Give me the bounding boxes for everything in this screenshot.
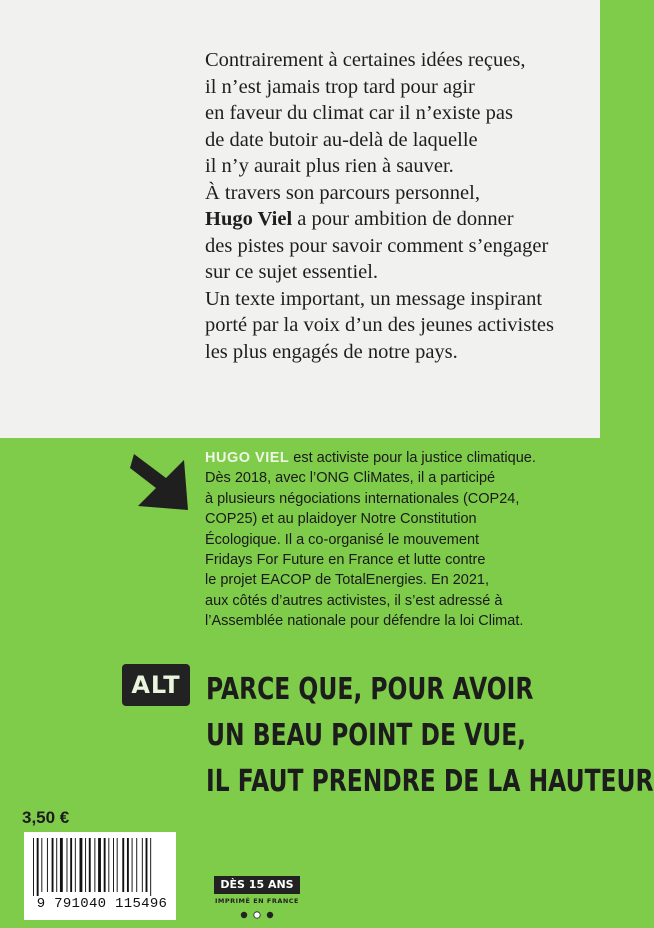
barcode-number: 9 791040 115496: [36, 896, 168, 912]
age-rating-badge: DÈS 15 ANS: [214, 876, 300, 894]
barcode-bar: [37, 838, 39, 896]
barcode-block: [24, 832, 176, 920]
barcode-bar: [67, 838, 68, 892]
barcode-bar: [132, 838, 133, 892]
blurb-line: sur ce sujet essentiel.: [205, 261, 379, 283]
blurb-line: il n’est jamais trop tard pour agir: [205, 75, 475, 98]
bio-line: l’Assemblée nationale pour défendre la loi Climat.: [205, 613, 524, 630]
author-bio: [205, 448, 585, 632]
blurb-line: il n’y aurait plus rien à sauver.: [205, 155, 454, 177]
price-label: 3,50 €: [22, 808, 70, 827]
slogan-line: UN BEAU POINT DE VUE,: [206, 718, 527, 753]
back-cover-blurb: [205, 47, 585, 365]
blurb-line: Un texte important, un message inspirant: [205, 287, 543, 310]
barcode-bar: [85, 838, 86, 892]
bio-line: Écologique. Il a co-organisé le mouvement: [205, 531, 480, 548]
barcode-bar: [52, 838, 54, 892]
slogan-line: IL FAUT PRENDRE DE LA HAUTEUR: [206, 764, 654, 799]
blurb-line: en faveur du climat car il n’existe pas: [205, 102, 513, 124]
barcode-bar: [122, 838, 124, 892]
printed-in-label: IMPRIMÉ EN FRANCE: [214, 897, 299, 905]
blurb-line-author: [205, 206, 585, 233]
blurb-line: des pistes pour savoir comment s’engager: [205, 234, 549, 257]
barcode-bar: [41, 838, 42, 892]
barcode-bar: [117, 838, 118, 892]
barcode-bar: [60, 838, 63, 892]
barcode-bar: [47, 838, 48, 892]
author-name: Hugo Viel: [205, 208, 293, 230]
collection-slogan: [206, 667, 654, 805]
bio-line: le projet EACOP de TotalEnergies. En 2021,: [205, 572, 490, 589]
bio-line-rest: est activiste pour la justice climatique.: [289, 450, 536, 466]
barcode-bar: [56, 838, 57, 892]
barcode-bar: [146, 838, 148, 892]
blurb-line: porté par la voix d’un des jeunes activistes: [205, 314, 554, 336]
barcode-bar: [89, 838, 91, 892]
barcode-icon: [32, 838, 170, 896]
bio-line: à plusieurs négociations internationales (COP24,: [205, 490, 520, 507]
barcode-bar: [94, 838, 95, 892]
barcode-bar: [33, 838, 34, 896]
bio-line: aux côtés d’autres activistes, il s’est adressé à: [205, 592, 503, 609]
bio-line: Fridays For Future en France et lutte contre: [205, 552, 486, 569]
bio-line: [205, 448, 585, 468]
blurb-line: À travers son parcours personnel,: [205, 181, 480, 204]
barcode-bar: [142, 838, 143, 892]
bio-line: Dès 2018, avec l’ONG CliMates, il a participé: [205, 470, 496, 487]
collection-badge: ALT: [122, 664, 190, 706]
barcode-bar: [136, 838, 137, 892]
blurb-line: de date butoir au-delà de laquelle: [205, 128, 478, 151]
barcode-bar: [80, 838, 83, 892]
blurb-line: les plus engagés de notre pays.: [205, 340, 458, 363]
bio-line: COP25) et au plaidoyer Notre Constitution: [205, 511, 477, 528]
barcode-bar: [98, 838, 101, 892]
bio-author-name: HUGO VIEL: [205, 450, 290, 466]
barcode-bar: [104, 838, 106, 892]
blurb-line: Contrairement à certaines idées reçues,: [205, 49, 526, 71]
barcode-bar: [75, 838, 76, 892]
barcode-bar: [108, 838, 109, 892]
barcode-bar: [127, 838, 129, 892]
blurb-line-rest: a pour ambition de donner: [297, 208, 514, 230]
barcode-bar: [70, 838, 72, 892]
barcode-bar: [150, 838, 151, 896]
three-dots-icon: [239, 910, 275, 920]
slogan-line: PARCE QUE, POUR AVOIR: [206, 672, 534, 707]
chevron-arrow-icon: [128, 448, 196, 518]
barcode-bar: [113, 838, 114, 892]
